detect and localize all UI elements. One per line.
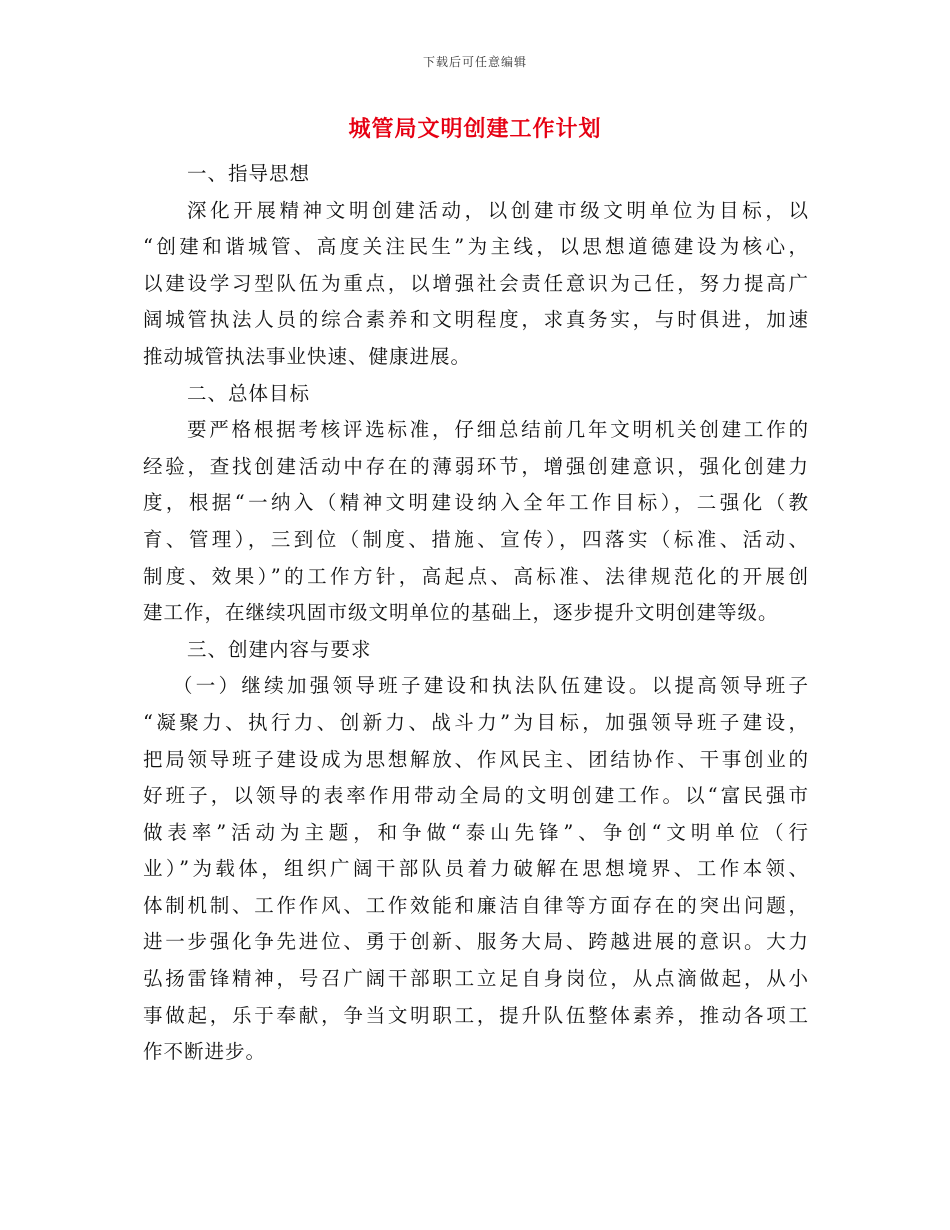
paragraph-line: 作不断进步。 — [143, 1040, 267, 1064]
paragraph-line: “凝聚力、执行力、创新力、战斗力”为目标，加强领导班子建设， — [143, 710, 809, 734]
paragraph-line: 业）”为载体，组织广阔干部队员着力破解在思想境界、工作本领、 — [143, 857, 809, 881]
paragraph-line: 制度、效果）”的工作方针，高起点、高标准、法律规范化的开展创 — [143, 564, 809, 588]
paragraph-line: 做表率”活动为主题，和争做“泰山先锋”、争创“文明单位（行 — [143, 820, 809, 844]
paragraph-line: 弘扬雷锋精神，号召广阔干部职工立足自身岗位，从点滴做起，从小 — [143, 967, 809, 991]
paragraph-line: 育、管理），三到位（制度、措施、宣传），四落实（标准、活动、 — [143, 527, 809, 551]
paragraph-line: 建工作，在继续巩固市级文明单位的基础上，逐步提升文明创建等级。 — [143, 601, 779, 625]
paragraph-line: 好班子，以领导的表率作用带动全局的文明创建工作。以“富民强市 — [143, 784, 809, 808]
paragraph-line: 把局领导班子建设成为思想解放、作风民主、团结协作、干事创业的 — [143, 747, 809, 771]
document-body — [143, 156, 809, 1071]
paragraph-line: 要严格根据考核评选标准，仔细总结前几年文明机关创建工作的 — [187, 418, 809, 442]
paragraph-line: 进一步强化争先进位、勇于创新、服务大局、跨越进展的意识。大力 — [143, 930, 809, 954]
paragraph-line: 深化开展精神文明创建活动，以创建市级文明单位为目标，以 — [187, 198, 809, 222]
paragraph-line: “创建和谐城管、高度关注民生”为主线，以思想道德建设为核心， — [143, 235, 809, 259]
section-heading: 一、指导思想 — [187, 162, 311, 185]
paragraph-line: 事做起，乐于奉献，争当文明职工，提升队伍整体素养，推动各项工 — [143, 1003, 809, 1027]
paragraph-line: 推动城管执法事业快速、健康进展。 — [143, 344, 472, 368]
page-header: 下载后可任意编辑 — [422, 55, 527, 69]
paragraph-line: 度，根据“一纳入（精神文明建设纳入全年工作目标），二强化（教 — [143, 491, 809, 515]
paragraph-line: 阔城管执法人员的综合素养和文明程度，求真务实，与时俱进，加速 — [143, 308, 809, 332]
paragraph-line: 以建设学习型队伍为重点，以增强社会责任意识为己任，努力提高广 — [143, 271, 809, 295]
paragraph-line: 经验，查找创建活动中存在的薄弱环节，增强创建意识，强化创建力 — [143, 454, 809, 478]
paragraph-line: （一）继续加强领导班子建设和执法队伍建设。以提高领导班子 — [173, 674, 809, 698]
section-heading: 二、总体目标 — [187, 381, 311, 405]
paragraph-line: 体制机制、工作作风、工作效能和廉洁自律等方面存在的突出问题， — [143, 893, 809, 917]
section-heading: 三、创建内容与要求 — [187, 637, 372, 661]
document-title: 城管局文明创建工作计划 — [348, 116, 602, 142]
